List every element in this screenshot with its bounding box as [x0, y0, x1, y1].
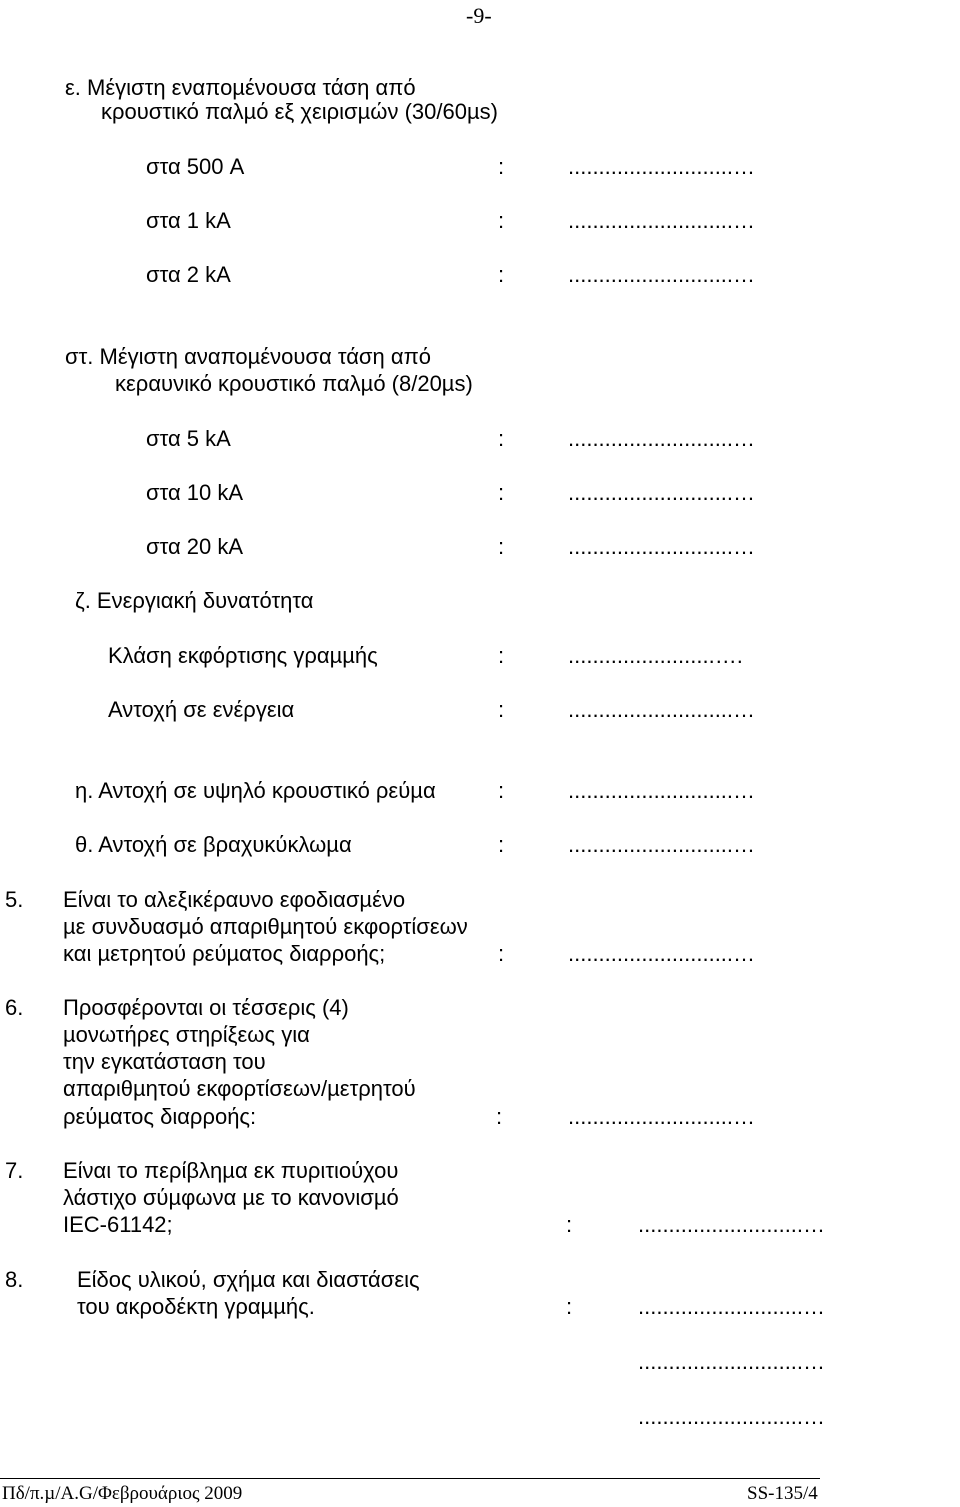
q8-blank[interactable]: ...........................…: [638, 1294, 826, 1319]
section-st-title: στ. Μέγιστη αναποµένουσα τάση από: [65, 344, 431, 369]
q6-line-5: ρεύµατος διαρροής:: [63, 1104, 257, 1129]
q7-line-2: λάστιχο σύµφωνα µε το κανονισµό: [63, 1185, 399, 1210]
footer-document-ref: Πδ/π.µ/A.G/Φεβρουάριος 2009: [2, 1483, 243, 1504]
q6-blank[interactable]: ...........................…: [568, 1104, 756, 1129]
z-discharge-class-colon: :: [498, 643, 505, 668]
section-eta-blank[interactable]: ...........................…: [568, 778, 756, 803]
q5-colon: :: [498, 941, 505, 966]
section-st-title-cont: κεραυνικό κρουστικό παλµό (8/20µs): [115, 371, 473, 396]
e-row-500a-colon: :: [498, 154, 505, 179]
q6-line-4: απαριθµητού εκφορτίσεων/µετρητού: [63, 1076, 416, 1101]
q6-line-1: Προσφέρονται οι τέσσερις (4): [63, 995, 349, 1020]
q5-line-3: και µετρητού ρεύµατος διαρροής;: [63, 941, 386, 966]
q8-colon: :: [566, 1294, 573, 1319]
st-row-5ka-label: στα 5 kA: [146, 426, 231, 451]
q5-blank[interactable]: ...........................…: [568, 941, 756, 966]
q5-line-2: µε συνδυασµό απαριθµητού εκφορτίσεων: [63, 914, 468, 939]
st-row-20ka-label: στα 20 kA: [146, 534, 244, 559]
section-eta-label: η. Αντοχή σε υψηλό κρουστικό ρεύµα: [75, 778, 436, 803]
st-row-10ka-colon: :: [498, 480, 505, 505]
e-row-2ka-label: στα 2 kA: [146, 262, 231, 287]
st-row-10ka-label: στα 10 kA: [146, 480, 244, 505]
q7-blank[interactable]: ...........................…: [638, 1212, 826, 1237]
q7-line-3: IEC-61142;: [63, 1212, 173, 1237]
q7-colon: :: [566, 1212, 573, 1237]
section-e-title-cont: κρουστικό παλµό εξ χειρισµών (30/60µs): [101, 99, 498, 124]
q8-extra-blank-1[interactable]: ...........................…: [638, 1349, 826, 1374]
z-energy-withstand-label: Αντοχή σε ενέργεια: [108, 697, 295, 722]
page-number: -9-: [466, 3, 492, 28]
q7-number: 7.: [5, 1158, 24, 1183]
section-theta-label: θ. Αντοχή σε βραχυκύκλωµα: [75, 832, 352, 857]
q5-number: 5.: [5, 887, 24, 912]
e-row-1ka-label: στα 1 kA: [146, 208, 231, 233]
q8-line-1: Είδος υλικού, σχήµα και διαστάσεις: [77, 1267, 420, 1292]
e-row-1ka-colon: :: [498, 208, 505, 233]
z-discharge-class-label: Κλάση εκφόρτισης γραµµής: [108, 643, 378, 668]
st-row-5ka-colon: :: [498, 426, 505, 451]
z-energy-withstand-colon: :: [498, 697, 505, 722]
section-theta-colon: :: [498, 832, 505, 857]
footer-spec-code: SS-135/4: [747, 1483, 818, 1504]
section-e-title: ε. Μέγιστη εναποµένουσα τάση από: [65, 75, 416, 100]
e-row-500a-label: στα 500 A: [146, 154, 245, 179]
e-row-1ka-blank[interactable]: ...........................…: [568, 208, 756, 233]
e-row-2ka-blank[interactable]: ...........................…: [568, 262, 756, 287]
st-row-10ka-blank[interactable]: ...........................…: [568, 480, 756, 505]
q6-number: 6.: [5, 995, 24, 1020]
st-row-5ka-blank[interactable]: ...........................…: [568, 426, 756, 451]
footer-divider: [0, 1478, 820, 1479]
st-row-20ka-colon: :: [498, 534, 505, 559]
section-theta-blank[interactable]: ...........................…: [568, 832, 756, 857]
q6-colon: :: [496, 1104, 503, 1129]
q8-number: 8.: [5, 1267, 24, 1292]
q5-line-1: Είναι το αλεξικέραυνο εφοδιασµένο: [63, 887, 406, 912]
q8-line-2: του ακροδέκτη γραµµής.: [77, 1294, 315, 1319]
e-row-500a-blank[interactable]: ...........................…: [568, 154, 756, 179]
section-eta-colon: :: [498, 778, 505, 803]
q8-extra-blank-2[interactable]: ...........................…: [638, 1404, 826, 1429]
q6-line-2: µονωτήρες στηρίξεως για: [63, 1022, 310, 1047]
e-row-2ka-colon: :: [498, 262, 505, 287]
q7-line-1: Είναι το περίβληµα εκ πυριτιούχου: [63, 1158, 399, 1183]
section-z-title: ζ. Ενεργιακή δυνατότητα: [75, 588, 314, 613]
z-energy-withstand-blank[interactable]: ...........................…: [568, 697, 756, 722]
z-discharge-class-blank[interactable]: ........................….: [568, 643, 743, 668]
st-row-20ka-blank[interactable]: ...........................…: [568, 534, 756, 559]
q6-line-3: την εγκατάσταση του: [63, 1049, 266, 1074]
